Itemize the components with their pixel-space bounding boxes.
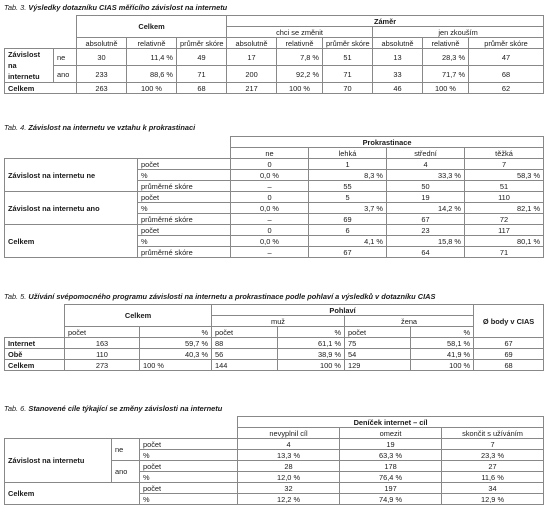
table-cell: 76,4 % bbox=[340, 472, 442, 483]
table6-group-label: Celkem bbox=[5, 483, 140, 505]
table6-metric-label: % bbox=[140, 472, 238, 483]
table5-subheader: počet bbox=[345, 327, 411, 338]
table-cell: 110 bbox=[465, 192, 544, 203]
table-cell: 70 bbox=[323, 83, 373, 94]
table-row bbox=[5, 439, 544, 450]
table3-header-chci: chci se změnit bbox=[227, 27, 373, 38]
table-cell: 38,9 % bbox=[278, 349, 345, 360]
table6-header-denicek: Deníček internet – cíl bbox=[238, 417, 544, 428]
table-cell: 63,3 % bbox=[340, 450, 442, 461]
table-cell: 67 bbox=[387, 214, 465, 225]
table-row bbox=[5, 360, 544, 371]
table-cell: 58,3 % bbox=[465, 170, 544, 181]
table3 bbox=[4, 15, 544, 94]
table-cell: 69 bbox=[474, 349, 544, 360]
table-cell: 40,3 % bbox=[140, 349, 212, 360]
table4-header-prokrastinace: Prokrastinace bbox=[231, 137, 544, 148]
table5-caption bbox=[4, 292, 435, 302]
table-cell: 7,8 % bbox=[277, 49, 323, 66]
table-cell: 0,0 % bbox=[231, 203, 309, 214]
table5-row-label: Obě bbox=[5, 349, 65, 360]
table-cell: 41,9 % bbox=[411, 349, 474, 360]
table-cell: 50 bbox=[387, 181, 465, 192]
table5-caption-label: Tab. 5. bbox=[4, 292, 27, 301]
table3-row-sublabel: ne bbox=[54, 49, 77, 66]
table4-metric-label: počet bbox=[138, 192, 231, 203]
table3-caption bbox=[4, 3, 227, 13]
table-cell: 55 bbox=[309, 181, 387, 192]
table5-row-label: Internet bbox=[5, 338, 65, 349]
table6-metric-label: % bbox=[140, 450, 238, 461]
table5-subheader: % bbox=[278, 327, 345, 338]
table-cell: 47 bbox=[469, 49, 544, 66]
table5-subheader: % bbox=[411, 327, 474, 338]
table4-metric-label: % bbox=[138, 203, 231, 214]
table-cell: – bbox=[231, 214, 309, 225]
table-cell: 263 bbox=[77, 83, 127, 94]
table-cell: 46 bbox=[373, 83, 423, 94]
table3-subheader: relativně bbox=[423, 38, 469, 49]
table5-row-label: Celkem bbox=[5, 360, 65, 371]
table-row bbox=[5, 349, 544, 360]
table-cell: 92,2 % bbox=[277, 66, 323, 83]
table-cell: 14,2 % bbox=[387, 203, 465, 214]
table-cell: 28,3 % bbox=[423, 49, 469, 66]
table5-header-zena: žena bbox=[345, 316, 474, 327]
table-cell: 7 bbox=[442, 439, 544, 450]
table6-subheader: skončit s užíváním bbox=[442, 428, 544, 439]
table-cell: 17 bbox=[227, 49, 277, 66]
table4-group-label: Závislost na internetu ne bbox=[5, 159, 138, 192]
table3-row-sublabel: ano bbox=[54, 66, 77, 83]
table-cell: 233 bbox=[77, 66, 127, 83]
table4-metric-label: průměrné skóre bbox=[138, 247, 231, 258]
table-cell: 82,1 % bbox=[465, 203, 544, 214]
table-cell: 15,8 % bbox=[387, 236, 465, 247]
table3-subheader: průměr skóre bbox=[177, 38, 227, 49]
table-cell: 51 bbox=[323, 49, 373, 66]
table-cell: 0 bbox=[231, 225, 309, 236]
table6-caption-title: Stanovené cíle týkající se změny závislosti na internetu bbox=[28, 404, 223, 413]
table4-group-label: Celkem bbox=[5, 225, 138, 258]
table-cell: 56 bbox=[212, 349, 278, 360]
table4-metric-label: počet bbox=[138, 159, 231, 170]
table6-metric-label: počet bbox=[140, 461, 238, 472]
table4-metric-label: % bbox=[138, 170, 231, 181]
table5-corner bbox=[5, 305, 65, 338]
table3-subheader: absolutně bbox=[77, 38, 127, 49]
table-cell: – bbox=[231, 247, 309, 258]
table-cell: 80,1 % bbox=[465, 236, 544, 247]
table4-corner bbox=[5, 137, 231, 159]
table3-subheader: relativně bbox=[127, 38, 177, 49]
table6-group-label: Závislost na internetu bbox=[5, 439, 112, 483]
table3-subheader: absolutně bbox=[227, 38, 277, 49]
table4-subheader: střední bbox=[387, 148, 465, 159]
table-row bbox=[5, 483, 544, 494]
table3-corner bbox=[5, 16, 77, 49]
table4-metric-label: % bbox=[138, 236, 231, 247]
table-cell: 88 bbox=[212, 338, 278, 349]
table-cell: 129 bbox=[345, 360, 411, 371]
table-cell: 61,1 % bbox=[278, 338, 345, 349]
table-cell: 100 % bbox=[140, 360, 212, 371]
table-cell: 13 bbox=[373, 49, 423, 66]
table-cell: 13,3 % bbox=[238, 450, 340, 461]
table-cell: 58,1 % bbox=[411, 338, 474, 349]
table-cell: 163 bbox=[65, 338, 140, 349]
table5-subheader: % bbox=[140, 327, 212, 338]
table-cell: 100 % bbox=[411, 360, 474, 371]
table4-caption bbox=[4, 123, 195, 133]
table-cell: 23 bbox=[387, 225, 465, 236]
table6-corner bbox=[5, 417, 238, 439]
table-cell: 12,0 % bbox=[238, 472, 340, 483]
table-cell: 71,7 % bbox=[423, 66, 469, 83]
table3-header-jen: jen zkouším bbox=[373, 27, 544, 38]
table-cell: 68 bbox=[474, 360, 544, 371]
table-row bbox=[5, 49, 544, 66]
table-cell: 178 bbox=[340, 461, 442, 472]
table6-metric-label: % bbox=[140, 494, 238, 505]
table-cell: 49 bbox=[177, 49, 227, 66]
table6-caption bbox=[4, 404, 222, 414]
table-cell: 54 bbox=[345, 349, 411, 360]
table6-caption-label: Tab. 6. bbox=[4, 404, 27, 413]
table3-caption-label: Tab. 3. bbox=[4, 3, 27, 12]
table4-caption-title: Závislost na internetu ve vztahu k prokrastinaci bbox=[28, 123, 196, 132]
table3-subheader: průměr skóre bbox=[323, 38, 373, 49]
table6-sublabel: ano bbox=[112, 461, 140, 483]
table-cell: 200 bbox=[227, 66, 277, 83]
table5-header-celkem: Celkem bbox=[65, 305, 212, 327]
table-cell: 28 bbox=[238, 461, 340, 472]
table-cell: 7 bbox=[465, 159, 544, 170]
table5-header-muz: muž bbox=[212, 316, 345, 327]
table5-header-pohlavi: Pohlaví bbox=[212, 305, 474, 316]
table-cell: 3,7 % bbox=[309, 203, 387, 214]
table-cell: 4 bbox=[387, 159, 465, 170]
table-cell: 19 bbox=[340, 439, 442, 450]
table-row bbox=[5, 225, 544, 236]
table-cell: 33 bbox=[373, 66, 423, 83]
table4 bbox=[4, 136, 544, 258]
table6-subheader: omezit bbox=[340, 428, 442, 439]
table-cell: 273 bbox=[65, 360, 140, 371]
table6-metric-label: počet bbox=[140, 439, 238, 450]
table3-row-label: Závislost na internetu bbox=[5, 49, 54, 83]
table-cell: 100 % bbox=[423, 83, 469, 94]
table-cell: 144 bbox=[212, 360, 278, 371]
table5-header-body: Ø body v CIAS bbox=[474, 305, 544, 338]
table4-metric-label: průměrné skóre bbox=[138, 181, 231, 192]
table-cell: 68 bbox=[469, 66, 544, 83]
table4-subheader: těžká bbox=[465, 148, 544, 159]
table4-group-label: Závislost na internetu ano bbox=[5, 192, 138, 225]
table6-sublabel: ne bbox=[112, 439, 140, 461]
table4-metric-label: počet bbox=[138, 225, 231, 236]
table5-subheader: počet bbox=[65, 327, 140, 338]
table-cell: 71 bbox=[465, 247, 544, 258]
table-cell: 12,9 % bbox=[442, 494, 544, 505]
table6 bbox=[4, 416, 544, 505]
table-cell: 67 bbox=[474, 338, 544, 349]
table-cell: 117 bbox=[465, 225, 544, 236]
table-cell: 88,6 % bbox=[127, 66, 177, 83]
table4-metric-label: průměrné skóre bbox=[138, 214, 231, 225]
table-cell: 32 bbox=[238, 483, 340, 494]
table3-row-label: Celkem bbox=[5, 83, 77, 94]
table-cell: 5 bbox=[309, 192, 387, 203]
table-cell: 51 bbox=[465, 181, 544, 192]
table3-caption-title: Výsledky dotazníku CIAS měřícího závislost na internetu bbox=[28, 3, 228, 12]
table-cell: 4,1 % bbox=[309, 236, 387, 247]
table-cell: 8,3 % bbox=[309, 170, 387, 181]
table-cell: 72 bbox=[465, 214, 544, 225]
table-row bbox=[5, 66, 544, 83]
table-row bbox=[5, 159, 544, 170]
table-row bbox=[5, 83, 544, 94]
table-cell: 0,0 % bbox=[231, 236, 309, 247]
table-cell: 0 bbox=[231, 159, 309, 170]
table-cell: 100 % bbox=[278, 360, 345, 371]
table-cell: 62 bbox=[469, 83, 544, 94]
table-cell: 74,9 % bbox=[340, 494, 442, 505]
table-cell: 71 bbox=[177, 66, 227, 83]
table4-subheader: ne bbox=[231, 148, 309, 159]
table3-subheader: průměr skóre bbox=[469, 38, 544, 49]
table-cell: 71 bbox=[323, 66, 373, 83]
table-cell: 68 bbox=[177, 83, 227, 94]
table-cell: 12,2 % bbox=[238, 494, 340, 505]
table-cell: 11,4 % bbox=[127, 49, 177, 66]
table-row bbox=[5, 192, 544, 203]
table-cell: 67 bbox=[309, 247, 387, 258]
table-cell: 30 bbox=[77, 49, 127, 66]
table-cell: 197 bbox=[340, 483, 442, 494]
table-cell: 1 bbox=[309, 159, 387, 170]
table-cell: 34 bbox=[442, 483, 544, 494]
table5 bbox=[4, 304, 544, 371]
table-cell: 4 bbox=[238, 439, 340, 450]
table3-header-celkem: Celkem bbox=[77, 16, 227, 38]
table-cell: 33,3 % bbox=[387, 170, 465, 181]
table-cell: 69 bbox=[309, 214, 387, 225]
table-cell: 64 bbox=[387, 247, 465, 258]
table-cell: 23,3 % bbox=[442, 450, 544, 461]
table3-subheader: absolutně bbox=[373, 38, 423, 49]
table-cell: – bbox=[231, 181, 309, 192]
table-cell: 6 bbox=[309, 225, 387, 236]
table5-caption-title: Užívání svépomocného programu závislosti na internetu a prokrastinace podle pohlaví a výsledků v dotazníku CIAS bbox=[28, 292, 436, 301]
table-cell: 27 bbox=[442, 461, 544, 472]
table-cell: 217 bbox=[227, 83, 277, 94]
table-cell: 0 bbox=[231, 192, 309, 203]
table-cell: 100 % bbox=[127, 83, 177, 94]
table-cell: 0,0 % bbox=[231, 170, 309, 181]
table-cell: 75 bbox=[345, 338, 411, 349]
table-cell: 19 bbox=[387, 192, 465, 203]
table6-subheader: nevyplnil cíl bbox=[238, 428, 340, 439]
table-row bbox=[5, 338, 544, 349]
table5-subheader: počet bbox=[212, 327, 278, 338]
table-cell: 100 % bbox=[277, 83, 323, 94]
table6-metric-label: počet bbox=[140, 483, 238, 494]
table-cell: 11,6 % bbox=[442, 472, 544, 483]
table3-header-zamer: Záměr bbox=[227, 16, 544, 27]
table4-subheader: lehká bbox=[309, 148, 387, 159]
table3-subheader: relativně bbox=[277, 38, 323, 49]
table4-caption-label: Tab. 4. bbox=[4, 123, 27, 132]
table-cell: 110 bbox=[65, 349, 140, 360]
table-cell: 59,7 % bbox=[140, 338, 212, 349]
